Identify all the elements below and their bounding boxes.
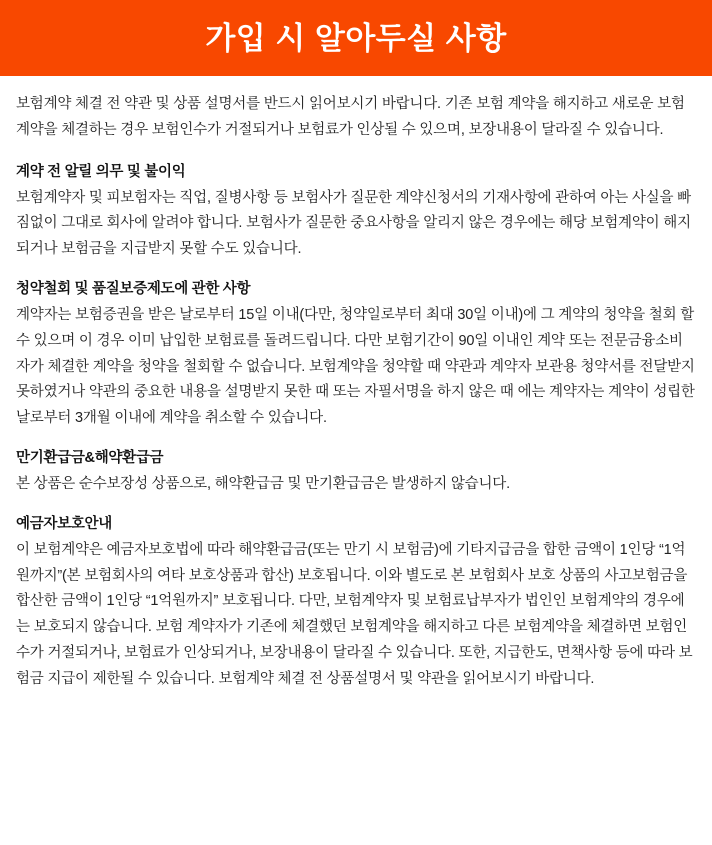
intro-paragraph: 보험계약 체결 전 약관 및 상품 설명서를 반드시 읽어보시기 바랍니다. 기존 보험 계약을 해지하고 새로운 보험계약을 체결하는 경우 보험인수가 거절되거나 보험료가 인상될 수 있으며, 보장내용이 달라질 수 있습니다. xyxy=(16,96,685,138)
section-body: 계약자는 보험증권을 받은 날로부터 15일 이내(다만, 청약일로부터 최대 30일 이내)에 그 계약의 청약을 철회 할 수 있으며 이 경우 이미 납입한 보험료를 돌려드립니다. 다만 보험기간이 90일 이내인 계약 또는 전문금융소비자가 체결한 계약을 청약을 철회할 수 없습니다. 보험계약을 청약할 때 약관과 계약자 보관용 청약서를 전달받지 못하였거나 약관의 중요한 내용을 설명받지 못한 때 또는 자필서명을 하지 않은 때 에는 계약자는 계약이 성립한 날로부터 3개월 이내에 계약을 취소할 수 있습니다. xyxy=(16,306,695,427)
section-heading: 청약철회 및 품질보증제도에 관한 사항 xyxy=(16,280,251,297)
page-title: 가입 시 알아두실 사항 xyxy=(205,20,507,56)
notice-content xyxy=(0,76,712,693)
section-pre-contract-disclosure xyxy=(16,160,696,263)
section-body: 보험계약자 및 피보험자는 직업, 질병사항 등 보험사가 질문한 계약신청서의 기재사항에 관하여 아는 사실을 빠짐없이 그대로 회사에 알려야 합니다. 보험사가 질문한 중요사항을 알리지 않은 경우에는 해당 보험계약이 해지되거나 보험금을 지급받지 못할 수도 있습니다. xyxy=(16,189,691,258)
page-header-banner xyxy=(0,0,712,76)
section-body: 본 상품은 순수보장성 상품으로, 해약환급금 및 만기환급금은 발생하지 않습니다. xyxy=(16,475,510,492)
section-refund xyxy=(16,446,696,498)
section-withdrawal-quality-guarantee xyxy=(16,277,696,432)
section-heading: 예금자보호안내 xyxy=(16,515,112,532)
section-depositor-protection xyxy=(16,512,696,693)
section-body: 이 보험계약은 예금자보호법에 따라 해약환급금(또는 만기 시 보험금)에 기타지급금을 합한 금액이 1인당 “1억원까지”(본 보험회사의 여타 보호상품과 합산) 보호됩니다. 이와 별도로 본 보험회사 보호 상품의 사고보험금을 합산한 금액이 1인당 “1억원까지” 보호됩니다. 다만, 보험계약자 및 보험료납부자가 법인인 보험계약의 경우에는 보호되지 않습니다. 보험 계약자가 기존에 체결했던 보험계약을 해지하고 다른 보험계약을 체결하면 보험인수가 거절되거나, 보험료가 인상되거나, 보장내용이 달라질 수 있습니다. 또한, 지급한도, 면책사항 등에 따라 보험금 지급이 제한될 수 있습니다. 보험계약 체결 전 상품설명서 및 약관을 읽어보시기 바랍니다. xyxy=(16,541,693,687)
section-heading: 계약 전 알릴 의무 및 불이익 xyxy=(16,163,186,180)
section-heading: 만기환급금&해약환급금 xyxy=(16,449,164,466)
